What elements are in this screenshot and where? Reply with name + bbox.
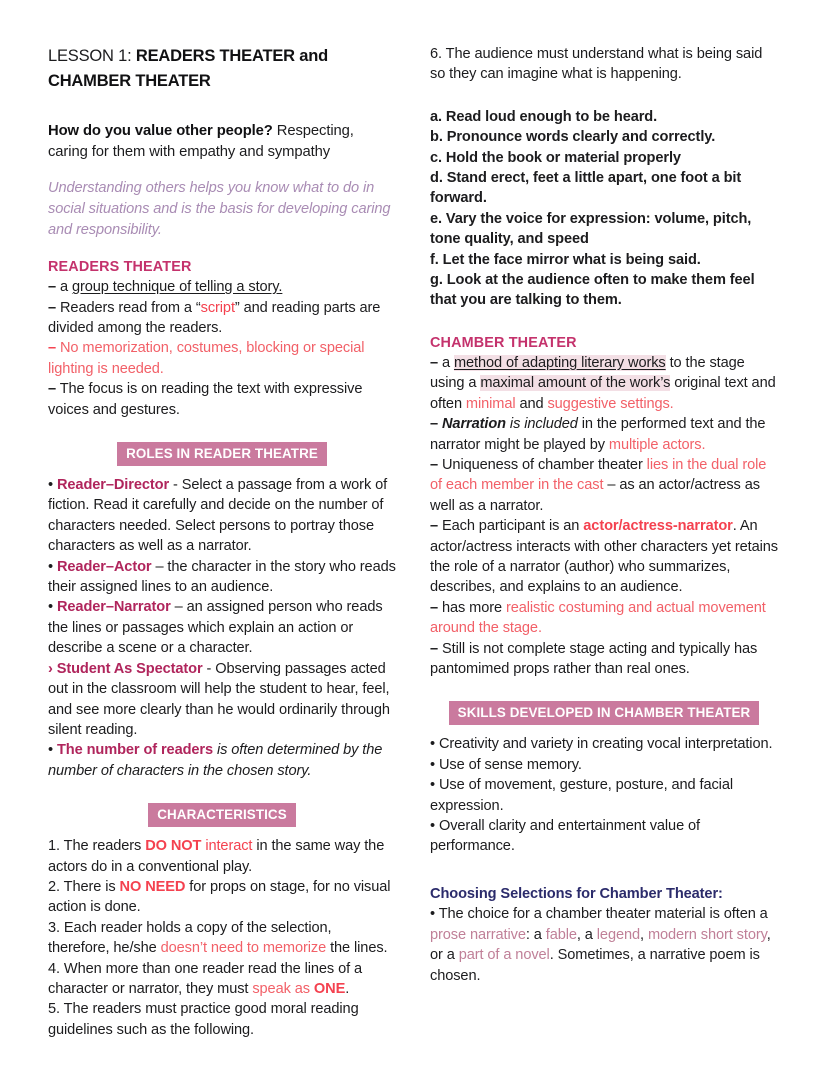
number-of-readers-item	[48, 740, 396, 781]
role-description: - Observing passages acted out in the classroom will help the student to hear, feel, and see more clearly than he would ordinarily through silent reading.	[48, 660, 390, 738]
role-item	[48, 659, 396, 741]
bullet-text-cont: ” and reading parts are divided among the readers.	[48, 299, 381, 336]
role-name: Reader–Actor	[53, 558, 152, 575]
bullet-dash: –	[430, 416, 439, 433]
readers-theater-bullet-1	[48, 277, 396, 297]
underlined-phrase: group technique of telling a story.	[71, 279, 283, 296]
bullet-dash: –	[48, 381, 57, 398]
suggestive-settings-emphasis: suggestive settings.	[547, 395, 674, 412]
script-keyword: script	[200, 299, 235, 316]
bullet-text: Still is not complete stage acting and typically has pantomimed props rather than real ones.	[430, 640, 758, 677]
one-emphasis: ONE	[313, 980, 346, 997]
bullet-dash: –	[430, 456, 439, 473]
readers-theater-heading: READERS THEATER	[48, 259, 192, 276]
choosing-text: ,	[640, 926, 648, 943]
bullet-text: Uniqueness of chamber theater	[438, 456, 647, 473]
role-bullet: •	[48, 558, 54, 575]
skills-badge-wrap	[430, 701, 778, 725]
understanding-quote: Understanding others helps you know what to do in social situations and is the basis for developing caring and responsibility.	[48, 180, 391, 239]
skills-badge: SKILLS DEVELOPED IN CHAMBER THEATER	[449, 701, 760, 725]
speak-as-emphasis: speak as	[252, 980, 314, 997]
choosing-text: • The choice for a chamber theater material is often a	[430, 906, 768, 923]
actor-actress-narrator-emphasis: actor/actress-narrator	[583, 518, 733, 535]
two-column-layout	[48, 44, 782, 1040]
value-answer: Respecting, caring for them with empathy and sympathy	[48, 123, 354, 160]
char-text-cont: in the same way the actors do in a conventional play.	[48, 838, 385, 875]
bullet-text-cont: . An actor/actress interacts with other characters yet retains the role of a narrator (author) who summarizes, describes, and explains to an audience.	[430, 518, 778, 596]
char-text-cont: for props on stage, for no visual action is done.	[48, 878, 391, 916]
bullet-dash: –	[48, 340, 57, 357]
guideline-item-f: f. Let the face mirror what is being said.	[430, 251, 701, 268]
number-of-readers-description: is often determined by the number of characters in the chosen story.	[48, 742, 383, 779]
roles-badge: ROLES IN READER THEATRE	[117, 442, 327, 466]
guideline-item-c: c. Hold the book or material properly	[430, 149, 681, 166]
role-bullet: •	[48, 477, 54, 494]
role-item	[48, 597, 396, 658]
left-column	[48, 44, 396, 1040]
role-bullet: ›	[48, 660, 53, 677]
role-name: Student As Spectator	[52, 660, 203, 677]
is-included-label: is included	[505, 416, 578, 433]
lesson-title: READERS THEATER and CHAMBER THEATER	[48, 47, 328, 90]
readers-theater-bullet-3	[48, 338, 396, 379]
highlighted-phrase: maximal amount of the work’s	[480, 375, 671, 392]
characteristic-item-6: 6. The audience must understand what is being said so they can imagine what is happening.	[430, 46, 763, 83]
guideline-item-d: d. Stand erect, feet a little apart, one foot a bit forward.	[430, 170, 742, 207]
bullet-text: a	[56, 279, 72, 296]
role-description: - Select a passage from a work of fiction. Read it carefully and decide on the number of characters needed. Select persons to portray those characters as well as a narrator.	[48, 477, 388, 555]
characteristic-item-3	[48, 918, 396, 959]
char-text: 3. Each reader holds a copy of the selection, therefore, he/she	[48, 919, 332, 957]
number-of-readers-label: The number of readers	[53, 742, 214, 759]
bullet-text: in the performed text and the narrator might be played by	[430, 416, 766, 453]
do-not-emphasis: DO NOT	[145, 838, 202, 855]
roles-badge-wrap	[48, 442, 396, 466]
right-column	[430, 44, 778, 986]
no-need-emphasis: NO NEED	[119, 878, 186, 895]
choosing-text: . Sometimes, a narrative poem is chosen.	[430, 947, 760, 984]
chamber-theater-heading: CHAMBER THEATER	[430, 334, 577, 351]
no-memorize-emphasis: doesn’t need to memorize	[160, 940, 327, 957]
realistic-costuming-emphasis: realistic costuming and actual movement around the stage.	[430, 599, 766, 637]
skill-item: • Overall clarity and entertainment value of performance.	[430, 818, 701, 855]
guideline-item-a: a. Read loud enough to be heard.	[430, 108, 658, 125]
choosing-text: , or a	[430, 926, 771, 964]
chamber-bullet-6	[430, 639, 778, 680]
interact-emphasis: interact	[201, 838, 253, 855]
choosing-text: , a	[576, 926, 597, 943]
chamber-bullet-2	[430, 414, 778, 455]
choosing-selections-text	[430, 904, 778, 986]
bullet-text: Readers read from a “	[56, 299, 201, 316]
bullet-dash: –	[430, 518, 439, 535]
prose-narrative-term: prose narrative	[430, 926, 526, 943]
page-title	[48, 44, 396, 94]
char-text: 2. There is	[48, 878, 120, 895]
skill-item: • Use of sense memory.	[430, 756, 582, 773]
fable-term: fable	[545, 926, 577, 943]
bullet-text: a	[438, 354, 454, 371]
bullet-dash: –	[430, 354, 439, 371]
chamber-bullet-4	[430, 516, 778, 598]
bullet-text-cont: and	[515, 395, 548, 412]
bullet-text: Each participant is an	[438, 518, 584, 535]
characteristic-item-2	[48, 877, 396, 918]
guideline-item-b: b. Pronounce words clearly and correctly.	[430, 129, 716, 146]
char-text: 4. When more than one reader read the lines of a character or narrator, they must	[48, 960, 363, 997]
chamber-bullet-1	[430, 353, 778, 414]
value-question: How do you value other people?	[48, 123, 273, 139]
char-text-cont: .	[345, 980, 350, 997]
modern-short-story-term: modern short story	[647, 926, 767, 943]
bullet-dash: –	[430, 640, 439, 657]
role-name: Reader–Director	[53, 477, 170, 494]
multiple-actors-emphasis: multiple actors.	[608, 436, 706, 453]
lesson-label: LESSON 1:	[48, 47, 132, 65]
dual-role-emphasis: lies in the dual role of each member in the cast	[430, 456, 767, 494]
characteristics-badge: CHARACTERISTICS	[148, 803, 295, 827]
skill-item: • Use of movement, gesture, posture, and facial expression.	[430, 777, 733, 814]
readers-theater-bullet-4	[48, 379, 396, 420]
bullet-text: The focus is on reading the text with expressive voices and gestures.	[48, 381, 363, 418]
role-description: – the character in the story who reads their assigned lines to an audience.	[48, 558, 396, 596]
characteristic-item-4	[48, 959, 396, 1000]
role-bullet: •	[48, 599, 54, 616]
chamber-bullet-3	[430, 455, 778, 516]
choosing-selections-heading: Choosing Selections for Chamber Theater:	[430, 885, 723, 902]
skill-item: • Creativity and variety in creating vocal interpretation.	[430, 736, 773, 753]
narration-label: Narration	[438, 416, 506, 433]
char-text-cont: the lines.	[326, 940, 388, 957]
chamber-bullet-5	[430, 598, 778, 639]
role-description: – an assigned person who reads the lines or passages which explain an action or describe a scene or a character.	[48, 599, 383, 657]
no-memorization-text: No memorization, costumes, blocking or special lighting is needed.	[48, 340, 365, 377]
characteristics-badge-wrap	[48, 803, 396, 827]
readers-theater-bullet-2	[48, 298, 396, 339]
characteristic-item-1	[48, 836, 396, 877]
minimal-emphasis: minimal	[465, 395, 516, 412]
part-of-a-novel-term: part of a novel	[458, 947, 550, 964]
role-name: Reader–Narrator	[53, 599, 171, 616]
bullet-text-cont: to the stage using a	[430, 354, 745, 392]
role-item	[48, 475, 396, 557]
role-item	[48, 557, 396, 598]
legend-term: legend	[596, 926, 641, 943]
bullet-text-cont: original text and often	[430, 375, 776, 412]
bullet-dash: –	[48, 279, 57, 296]
bullet-dash: –	[430, 599, 439, 616]
bullet-dash: –	[48, 299, 57, 316]
bullet-text-cont: – as an actor/actress as well as a narrator.	[430, 477, 760, 514]
characteristic-item-5: 5. The readers must practice good moral reading guidelines such as the following.	[48, 1001, 359, 1038]
highlighted-definition: method of adapting literary works	[453, 354, 666, 371]
bullet-text: has more	[438, 599, 506, 616]
value-question-paragraph	[48, 121, 396, 162]
guideline-item-g: g. Look at the audience often to make them feel that you are talking to them.	[430, 272, 755, 309]
guideline-item-e: e. Vary the voice for expression: volume, pitch, tone quality, and speed	[430, 210, 752, 248]
choosing-text: : a	[525, 926, 546, 943]
char-text: 1. The readers	[48, 838, 146, 855]
role-bullet: •	[48, 742, 54, 759]
